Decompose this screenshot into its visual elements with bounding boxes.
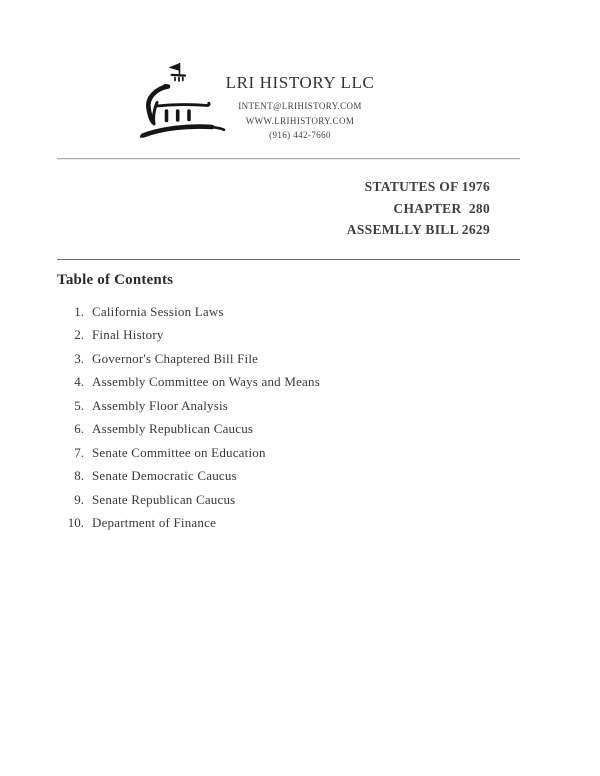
- header-divider: [57, 158, 520, 160]
- toc-item: [57, 418, 477, 442]
- toc-item: [57, 324, 477, 348]
- chapter-line: CHAPTER 280: [393, 200, 490, 216]
- toc-item-number: 5.: [74, 397, 84, 413]
- toc-item-label: Assembly Committee on Ways and Means: [92, 374, 320, 390]
- toc-item-label: Senate Committee on Education: [92, 444, 266, 460]
- toc-item: [57, 347, 477, 371]
- company-header: [209, 73, 391, 143]
- toc-item-number: 8.: [74, 468, 84, 484]
- toc-item-number: 3.: [74, 350, 84, 366]
- title-divider: [57, 259, 520, 260]
- toc-item: [57, 394, 477, 418]
- toc-item: [57, 465, 477, 489]
- toc-item-number: 9.: [74, 491, 84, 507]
- toc-heading: Table of Contents: [57, 272, 174, 288]
- toc-item-number: 10.: [67, 515, 84, 531]
- toc-item-label: Senate Democratic Caucus: [92, 468, 237, 484]
- toc-item: [57, 512, 477, 536]
- toc-item-number: 6.: [74, 421, 84, 437]
- assembly-bill-line: ASSEMLLY BILL 2629: [346, 222, 490, 237]
- statutes-line: STATUTES OF 1976: [364, 179, 490, 194]
- toc-item-label: California Session Laws: [92, 303, 224, 319]
- toc-item-number: 1.: [74, 303, 84, 319]
- flag-icon: [169, 63, 181, 71]
- toc-list: [57, 300, 477, 535]
- toc-item-label: Senate Republican Caucus: [92, 491, 236, 507]
- toc-item: [57, 441, 477, 465]
- company-email: INTENT@LRIHISTORY.COM: [238, 101, 362, 111]
- toc-item: [57, 300, 477, 324]
- toc-item-label: Assembly Republican Caucus: [92, 421, 254, 437]
- toc-item-label: Department of Finance: [92, 515, 217, 531]
- toc-item: [57, 371, 477, 395]
- toc-item-number: 2.: [74, 327, 84, 343]
- toc-item-label: Governor's Chaptered Bill File: [92, 350, 259, 366]
- company-name: LRI HISTORY LLC: [225, 73, 375, 92]
- document-title-block: [347, 176, 490, 241]
- company-website: WWW.LRIHISTORY.COM: [245, 115, 355, 126]
- toc-item-label: Assembly Floor Analysis: [92, 397, 229, 413]
- toc-item-number: 7.: [74, 444, 84, 460]
- company-phone: (916) 442-7660: [269, 130, 331, 140]
- toc-item-number: 4.: [74, 374, 84, 390]
- toc-item-label: Final History: [92, 327, 164, 343]
- toc-item: [57, 488, 477, 512]
